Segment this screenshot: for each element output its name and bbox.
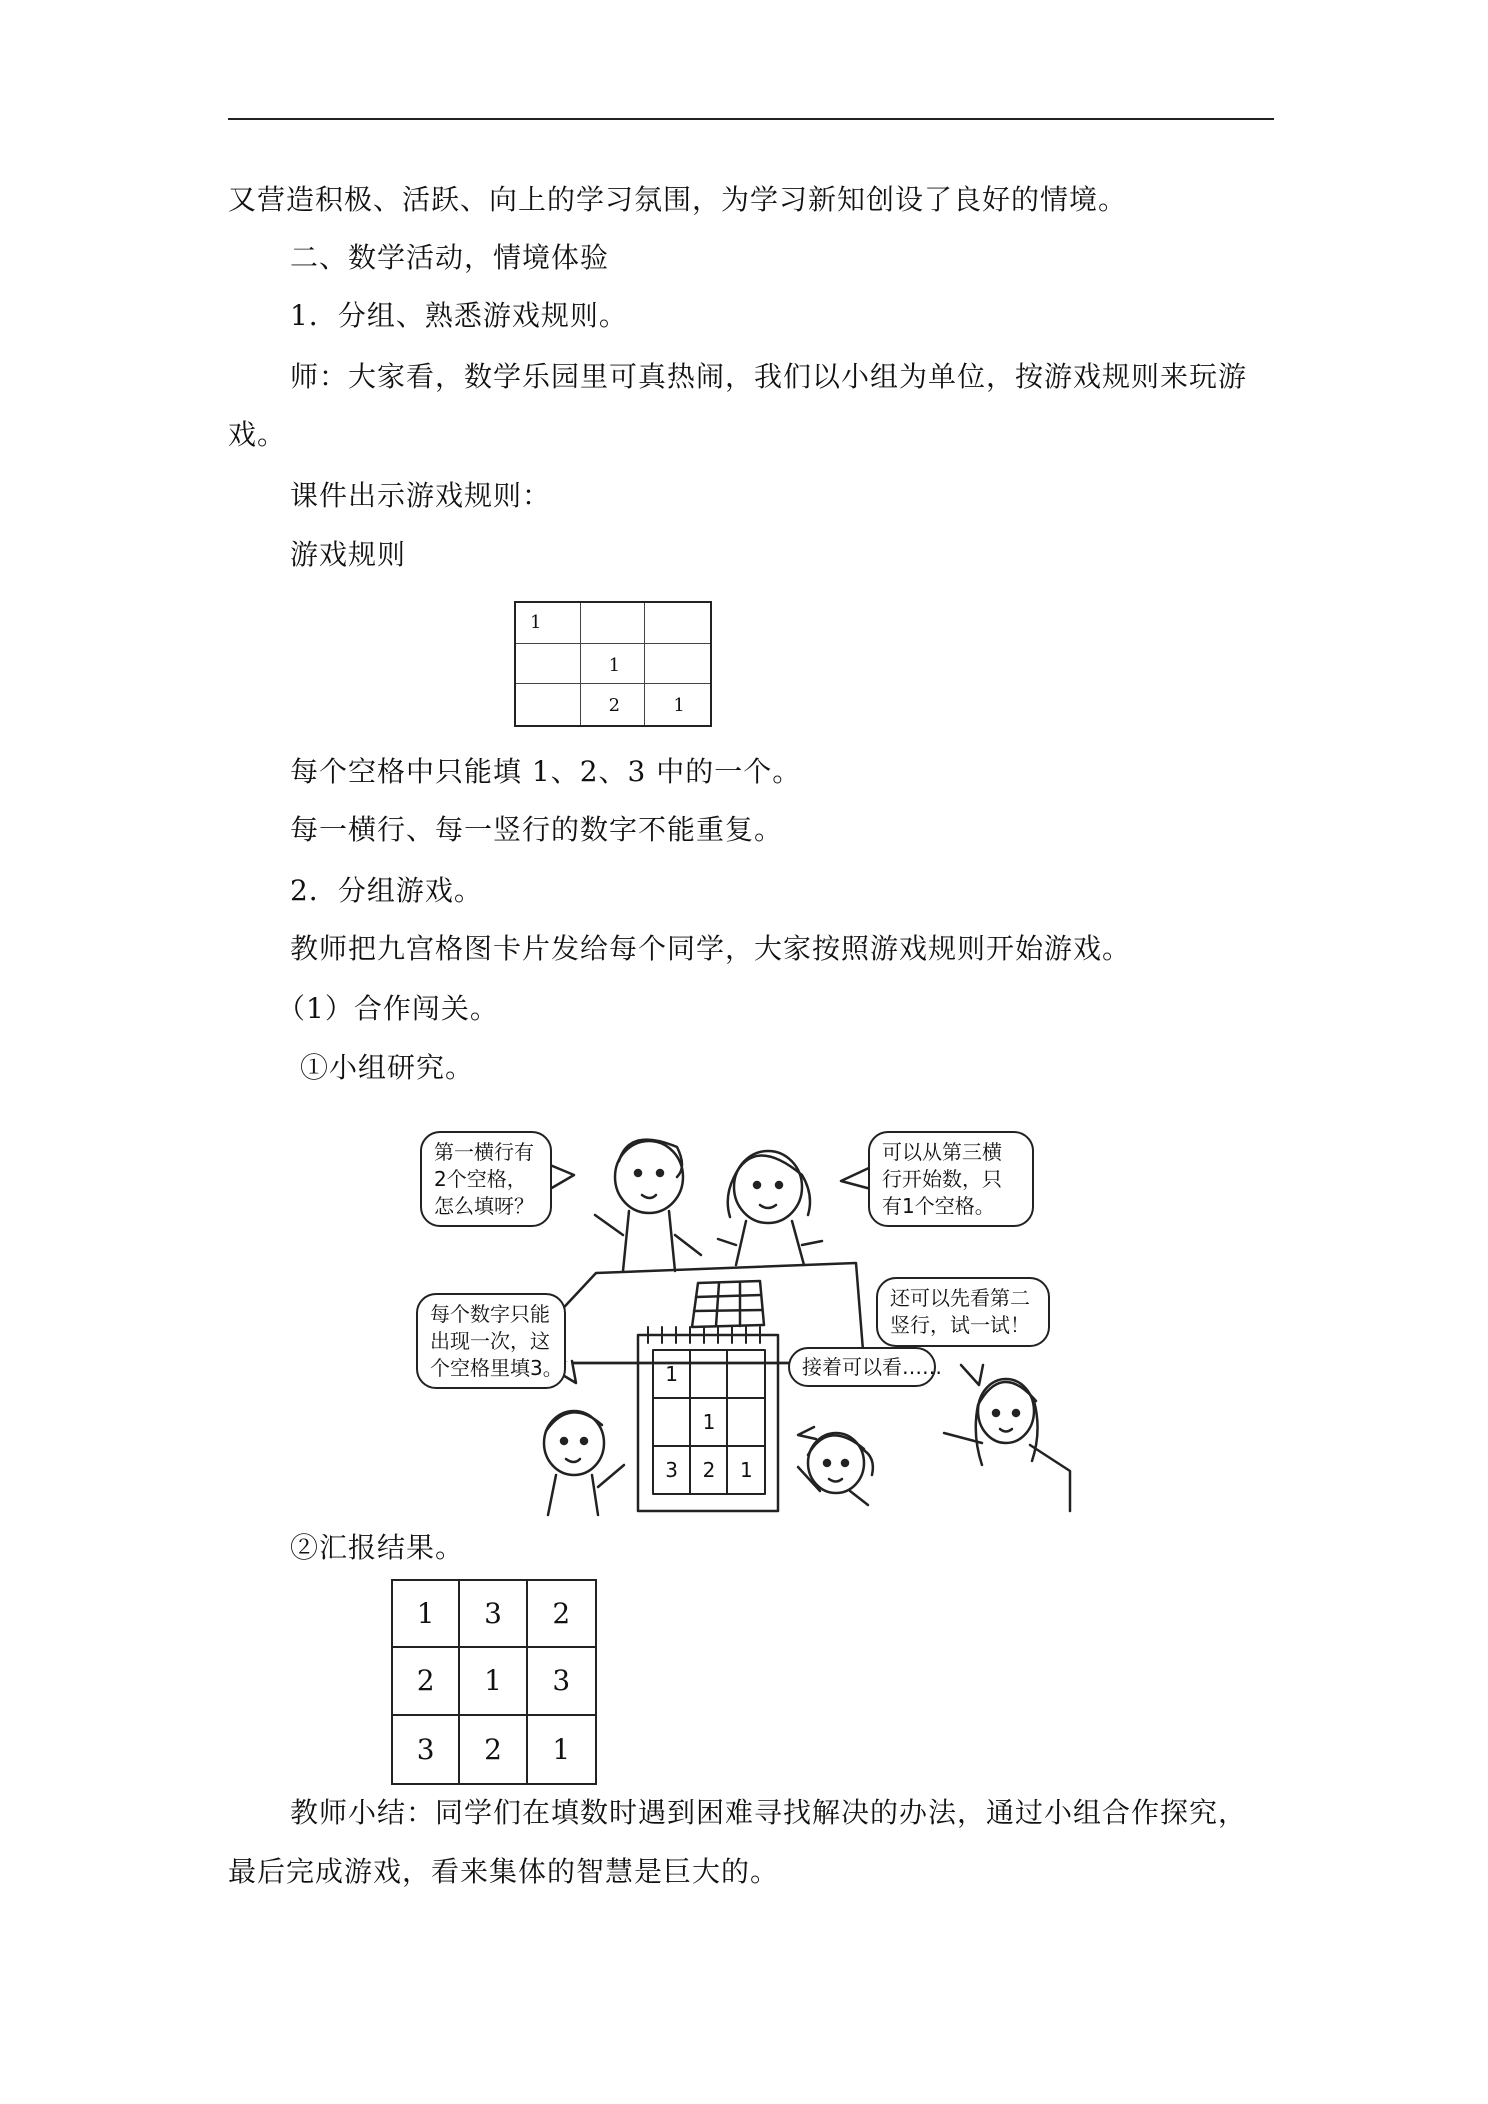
paragraph: 教师把九宫格图卡片发给每个同学，大家按照游戏规则开始游戏。: [290, 932, 1132, 965]
paragraph: 每个空格中只能填 1、2、3 中的一个。: [290, 755, 802, 788]
rule-title: 游戏规则: [290, 538, 407, 571]
grid-cell: 2: [581, 684, 646, 725]
sub-heading: （1）合作闯关。: [277, 992, 499, 1025]
paragraph: 又营造积极、活跃、向上的学习氛围，为学习新知创设了良好的情境。: [228, 183, 1128, 216]
card-grid: [653, 1350, 765, 1494]
speech-bubble: 还可以先看第二 竖行，试一试！: [876, 1277, 1050, 1347]
sub-heading: ②汇报结果。: [290, 1531, 465, 1564]
grid-cell: [516, 684, 581, 725]
paragraph: 戏。: [228, 418, 287, 451]
grid-cell: 1: [393, 1581, 460, 1648]
section-heading: 二、数学活动，情境体验: [290, 241, 610, 274]
grid-cell: [645, 603, 710, 644]
card-cell: 1: [665, 1362, 679, 1386]
grid-cell: 2: [460, 1716, 527, 1783]
speech-bubble: 第一横行有 2个空格， 怎么填呀？: [420, 1131, 552, 1227]
rule-grid: [514, 601, 712, 727]
speech-bubble: 接着可以看……: [788, 1347, 936, 1387]
card-cell: 1: [739, 1458, 753, 1482]
grid-cell: 3: [393, 1716, 460, 1783]
card-cell: 2: [702, 1458, 716, 1482]
grid-cell: 1: [516, 603, 581, 644]
card-cell: [728, 1398, 765, 1446]
grid-cell: 2: [393, 1648, 460, 1715]
sub-heading: ①小组研究。: [300, 1051, 475, 1084]
speech-bubble: 每个数字只能 出现一次，这 个空格里填3。: [416, 1293, 566, 1389]
card-cell: [728, 1350, 765, 1398]
paragraph: 教师小结：同学们在填数时遇到困难寻找解决的办法，通过小组合作探究，: [290, 1796, 1248, 1829]
card-cell: 3: [665, 1458, 679, 1482]
grid-cell: [645, 644, 710, 685]
step-heading: 2．分组游戏。: [290, 874, 483, 907]
header-rule: [228, 118, 1274, 120]
paragraph: 课件出示游戏规则：: [290, 479, 552, 512]
grid-cell: 2: [528, 1581, 595, 1648]
paragraph: 最后完成游戏，看来集体的智慧是巨大的。: [228, 1855, 780, 1888]
grid-cell: 1: [552, 1732, 571, 1766]
speech-bubble: 可以从第三横 行开始数，只 有1个空格。: [868, 1131, 1034, 1227]
grid-cell: 1: [673, 695, 685, 717]
grid-cell: [581, 603, 646, 644]
card-cell: [653, 1398, 690, 1446]
group-discussion-illustration: [416, 1115, 1110, 1520]
grid-cell: 3: [460, 1581, 527, 1648]
paragraph: 每一横行、每一竖行的数字不能重复。: [290, 813, 784, 846]
paragraph: 师：大家看，数学乐园里可真热闹，我们以小组为单位，按游戏规则来玩游: [290, 360, 1248, 393]
card-cell: 1: [702, 1410, 716, 1434]
step-heading: 1．分组、熟悉游戏规则。: [290, 299, 628, 332]
card-cell: [690, 1350, 727, 1398]
result-grid: [391, 1579, 597, 1785]
grid-cell: 1: [581, 644, 646, 685]
grid-cell: 3: [528, 1648, 595, 1715]
grid-cell: 1: [460, 1648, 527, 1715]
grid-cell: [516, 644, 581, 685]
